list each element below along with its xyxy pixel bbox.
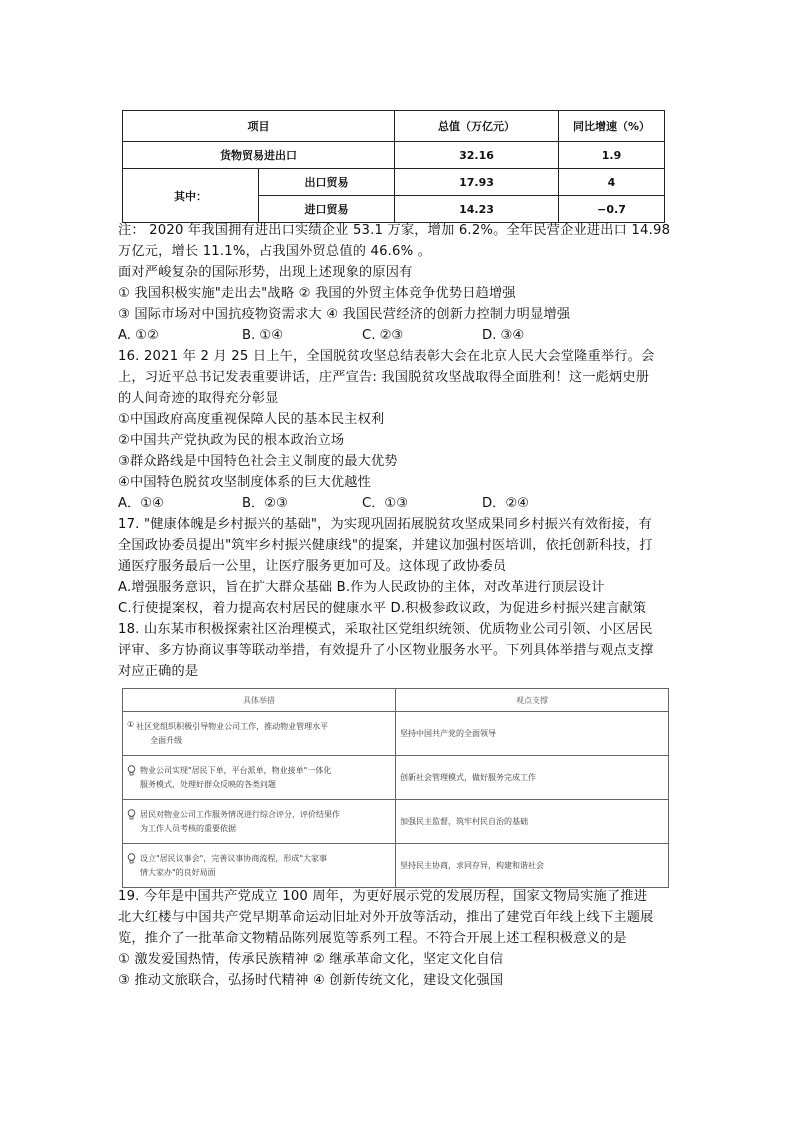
lightbulb-icon bbox=[127, 809, 136, 820]
q17-option-line: C.行使提案权，着力提高农村居民的健康水平 D.积极参政议政，为促进乡村振兴建言献策 bbox=[118, 601, 647, 616]
measure-cell bbox=[123, 844, 396, 888]
q18-stem-line: 对应正确的是 bbox=[118, 664, 199, 679]
q15-statement-line: ① 我国积极实施"走出去"战略 ② 我国的外贸主体竞争优势日趋增强 bbox=[118, 286, 516, 301]
q15-note-line: 万亿元，增长 11.1%，占我国外贸总值的 46.6% 。 bbox=[118, 244, 432, 259]
option-d: D. ③④ bbox=[482, 328, 525, 343]
measure-line: 为工作人员考核的重要依据 bbox=[140, 823, 236, 833]
measure-cell bbox=[123, 712, 396, 756]
view-cell: 坚持中国共产党的全面领导 bbox=[396, 712, 669, 756]
q17-stem-line: 17. "健康体魄是乡村振兴的基础"，为实现巩固拓展脱贫攻坚成果同乡村振兴有效衔接，有 bbox=[118, 517, 652, 532]
view-cell: 坚持民主协商，求同存异，构建和谐社会 bbox=[396, 844, 669, 888]
measure-line: 社区党组织积极引导物业公司工作，推动物业管理水平 bbox=[136, 721, 329, 731]
table-row bbox=[123, 712, 669, 756]
measure-line: 全面升级 bbox=[150, 735, 183, 745]
table-row bbox=[123, 169, 665, 196]
table-row bbox=[123, 756, 669, 800]
row-total: 14.23 bbox=[395, 196, 559, 223]
q15-statement-line: ③ 国际市场对中国抗疫物资需求大 ④ 我国民营经济的创新力控制力明显增强 bbox=[118, 307, 571, 322]
q15-note-line: 注： 2020 年我国拥有进出口实绩企业 53.1 万家，增加 6.2%。全年民营企业进出口 14.98 bbox=[118, 223, 671, 238]
q16-statement: ③群众路线是中国特色社会主义制度的最大优势 bbox=[118, 454, 398, 469]
header-total: 总值（万亿元） bbox=[395, 111, 559, 142]
q16-stem-line: 16. 2021 年 2 月 25 日上午，全国脱贫攻坚总结表彰大会在北京人民大会堂隆重举行。会 bbox=[118, 349, 655, 364]
q16-stem-line: 的人间奇迹的取得充分彰显 bbox=[118, 391, 279, 406]
q16-stem-line: 上，习近平总书记发表重要讲话，庄严宣告: 我国脱贫攻坚战取得全面胜利！这一彪炳史册 bbox=[118, 370, 650, 385]
q16-statement: ②中国共产党执政为民的根本政治立场 bbox=[118, 433, 345, 448]
q16-statement: ①中国政府高度重视保障人民的基本民主权利 bbox=[118, 412, 385, 427]
view-cell: 创新社会管理模式，做好服务完成工作 bbox=[396, 756, 669, 800]
q17-option-line: A.增强服务意识，旨在扩大群众基础 B.作为人民政协的主体，对改革进行顶层设计 bbox=[118, 580, 605, 595]
measure-cell bbox=[123, 800, 396, 844]
q17-stem-line: 全国政协委员提出"筑牢乡村振兴健康线"的提案，并建议加强村医培训，依托创新科技，打 bbox=[118, 538, 653, 553]
row-label: 出口贸易 bbox=[259, 169, 395, 196]
row-total: 17.93 bbox=[395, 169, 559, 196]
header-measure: 具体举措 bbox=[123, 689, 396, 712]
row-label: 货物贸易进出口 bbox=[123, 142, 395, 169]
q19-statement-line: ① 激发爱国热情，传承民族精神 ② 继承革命文化，坚定文化自信 bbox=[118, 952, 504, 967]
header-view: 观点支撑 bbox=[396, 689, 669, 712]
measure-line: 服务模式，处理好群众反映的各类问题 bbox=[140, 779, 276, 789]
header-item: 项目 bbox=[123, 111, 395, 142]
row-growth: 1.9 bbox=[559, 142, 665, 169]
q19-statement-line: ③ 推动文旅联合，弘扬时代精神 ④ 创新传统文化，建设文化强国 bbox=[118, 973, 504, 988]
q18-stem-line: 18. 山东某市积极探索社区治理模式，采取社区党组织统领、优质物业公司引领、小区居民 bbox=[118, 622, 653, 637]
view-cell: 加强民主监督，筑牢村民自治的基础 bbox=[396, 800, 669, 844]
option-a: A. ①② bbox=[118, 328, 159, 343]
q19-stem-line: 北大红楼与中国共产党早期革命运动旧址对外开放等活动，推出了建党百年线上线下主题展 bbox=[118, 910, 654, 925]
group-label: 其中： bbox=[123, 169, 259, 223]
measure-line: 情大家办"的良好局面 bbox=[140, 867, 216, 877]
table-row bbox=[123, 844, 669, 888]
measures-viewpoints-table bbox=[122, 688, 669, 888]
q15-stem: 面对严峻复杂的国际形势，出现上述现象的原因有 bbox=[118, 265, 413, 280]
option-d: D．②④ bbox=[482, 496, 529, 511]
lightbulb-icon bbox=[127, 765, 136, 776]
row-label: 进口贸易 bbox=[259, 196, 395, 223]
option-c: C. ②③ bbox=[362, 328, 404, 343]
option-b: B. ①④ bbox=[242, 328, 284, 343]
table-row bbox=[123, 800, 669, 844]
measure-line: 物业公司实现"居民下单，平台派单，物业接单"一体化 bbox=[140, 765, 332, 775]
q17-stem-line: 通医疗服务最后一公里，让医疗服务更加可及。这体现了政协委员 bbox=[118, 559, 507, 574]
q19-stem-line: 19. 今年是中国共产党成立 100 周年，为更好展示党的发展历程，国家文物局实施了推进 bbox=[118, 889, 648, 904]
header-growth: 同比增速（%） bbox=[559, 111, 665, 142]
row-growth: 4 bbox=[559, 169, 665, 196]
q19-stem-line: 览，推介了一批革命文物精品陈列展览等系列工程。不符合开展上述工程积极意义的是 bbox=[118, 931, 627, 946]
measure-cell bbox=[123, 756, 396, 800]
row-total: 32.16 bbox=[395, 142, 559, 169]
table-header-row bbox=[123, 111, 665, 142]
lightbulb-icon bbox=[127, 853, 136, 864]
q16-statement: ④中国特色脱贫攻坚制度体系的巨大优越性 bbox=[118, 475, 371, 490]
trade-statistics-table bbox=[122, 110, 665, 223]
option-b: B．②③ bbox=[242, 496, 288, 511]
option-a: A．①④ bbox=[118, 496, 164, 511]
measure-line: 居民对物业公司工作服务情况进行综合评分，评价结果作 bbox=[140, 809, 340, 819]
table-header-row bbox=[123, 689, 669, 712]
measure-line: 设立"居民议事会"，完善议事协商流程，形成"大家事 bbox=[140, 853, 328, 863]
option-c: C．①③ bbox=[362, 496, 409, 511]
table-row bbox=[123, 142, 665, 169]
q18-stem-line: 评审、多方协商议事等联动举措，有效提升了小区物业服务水平。下列具体举措与观点支撑 bbox=[118, 643, 654, 658]
row-marker: ① bbox=[127, 719, 135, 729]
row-growth: −0.7 bbox=[559, 196, 665, 223]
